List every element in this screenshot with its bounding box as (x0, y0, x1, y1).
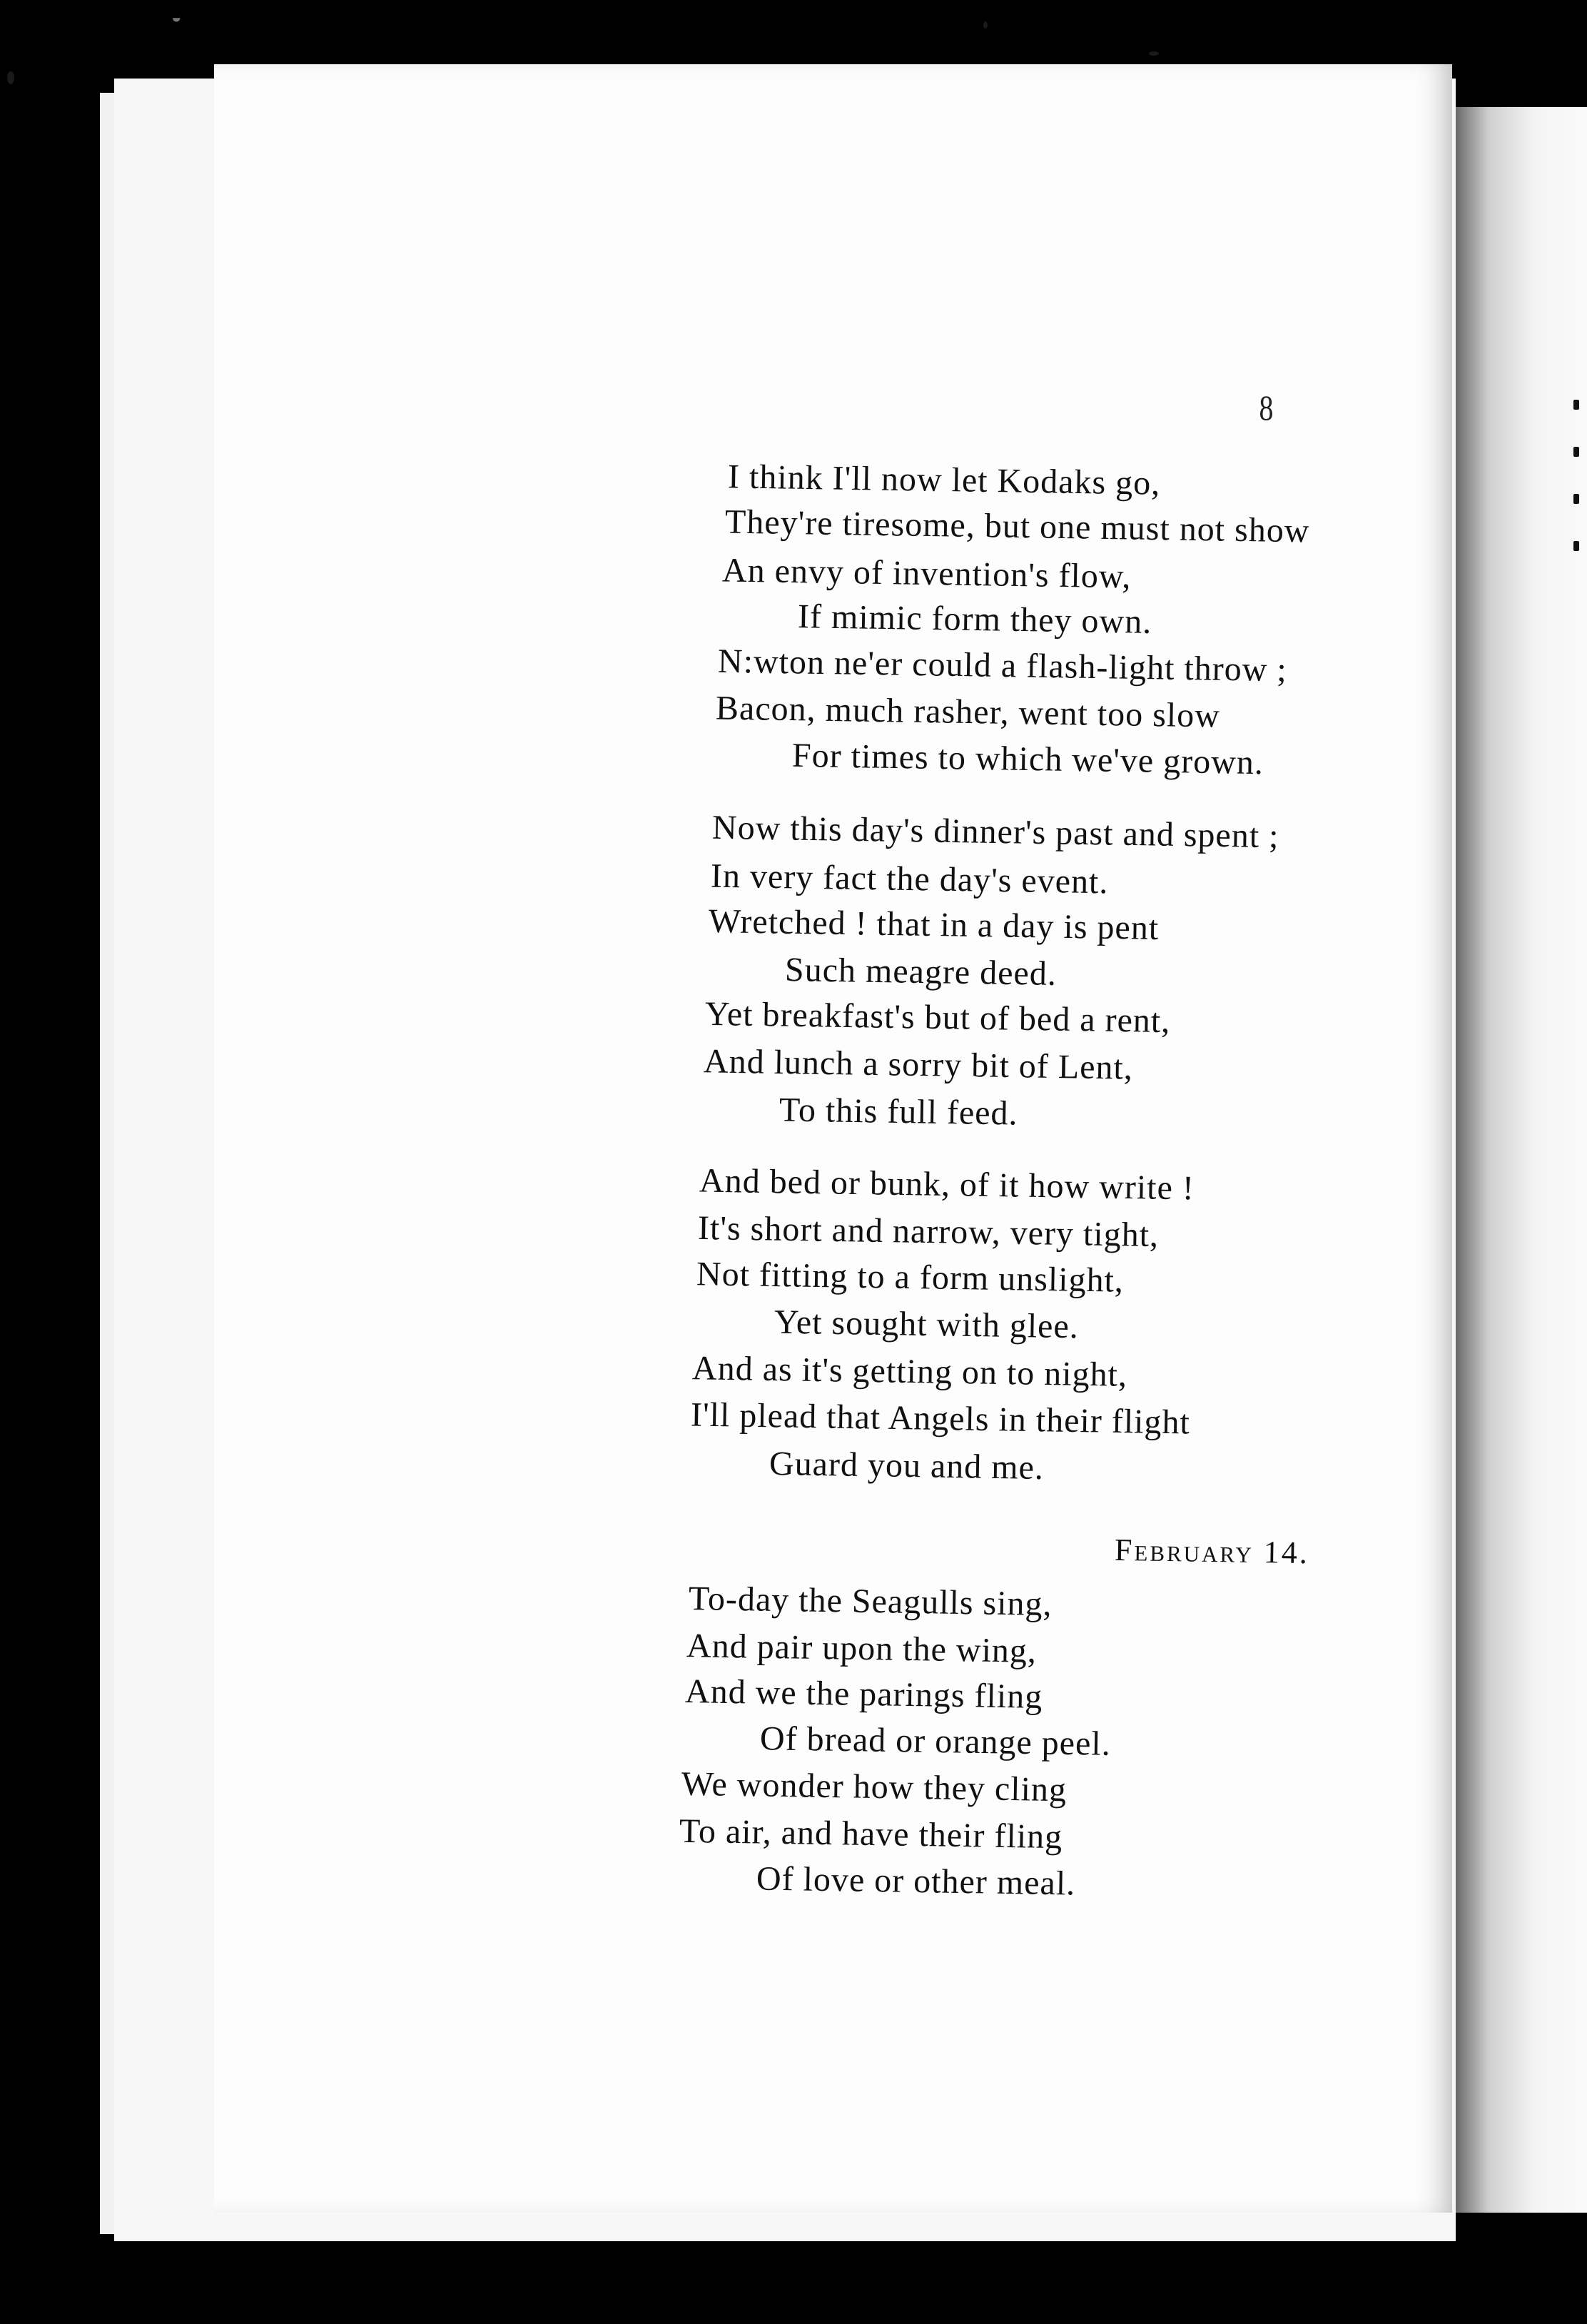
poem-line: And pair upon the wing, (686, 1627, 1038, 1670)
date-heading: February 14. (1114, 1532, 1310, 1571)
poem-line: An envy of invention's flow, (721, 551, 1132, 596)
poem-line: Such meagre deed. (784, 951, 1058, 993)
poem-line: And we the parings fling (684, 1672, 1043, 1716)
poem-line: In very fact the day's event. (710, 857, 1109, 901)
poem-line: Now this day's dinner's past and spent ; (711, 808, 1279, 856)
facing-page-text-fragments (1573, 400, 1587, 588)
poem-line: To-day the Seagulls sing, (688, 1580, 1053, 1623)
poem-line: If mimic form they own. (797, 597, 1152, 641)
poem-line: Wretched ! that in a day is pent (708, 902, 1160, 947)
page-number: 8 (1259, 388, 1274, 428)
book-page (214, 64, 1452, 2213)
facing-page-edge (1456, 107, 1587, 2213)
poem-line: I think I'll now let Kodaks go, (727, 458, 1161, 502)
poem-line: Yet sought with glee. (774, 1303, 1080, 1346)
poem-line: Guard you and me. (769, 1444, 1045, 1487)
scan-speck (983, 21, 988, 29)
poem-line: And lunch a sorry bit of Lent, (703, 1042, 1134, 1087)
poem-line: And as it's getting on to night, (691, 1349, 1128, 1394)
poem-line: It's short and narrow, very tight, (697, 1208, 1160, 1255)
poem-line: Not fitting to a form unslight, (696, 1255, 1125, 1300)
poem (214, 64, 1452, 2213)
poem-line: And bed or bunk, of it how write ! (699, 1161, 1195, 1208)
poem-line: To this full feed. (779, 1091, 1018, 1133)
scan-speck (7, 71, 14, 84)
poem-line: N:wton ne'er could a flash-light throw ; (717, 642, 1288, 689)
poem-line: They're tiresome, but one must not show (724, 502, 1310, 550)
poem-line: Bacon, much rasher, went too slow (715, 689, 1221, 735)
poem-line: I'll plead that Angels in their flight (690, 1395, 1191, 1442)
corner-mark: ◒ (171, 9, 182, 27)
poem-line: For times to which we've grown. (791, 736, 1264, 782)
scan-speck (1149, 51, 1159, 56)
poem-line: To air, and have their fling (679, 1812, 1063, 1856)
poem-line: We wonder how they cling (681, 1764, 1068, 1809)
poem-line: Of love or other meal. (756, 1859, 1076, 1903)
poem-line: Of bread or orange peel. (759, 1719, 1112, 1763)
poem-line: Yet breakfast's but of bed a rent, (704, 994, 1171, 1041)
